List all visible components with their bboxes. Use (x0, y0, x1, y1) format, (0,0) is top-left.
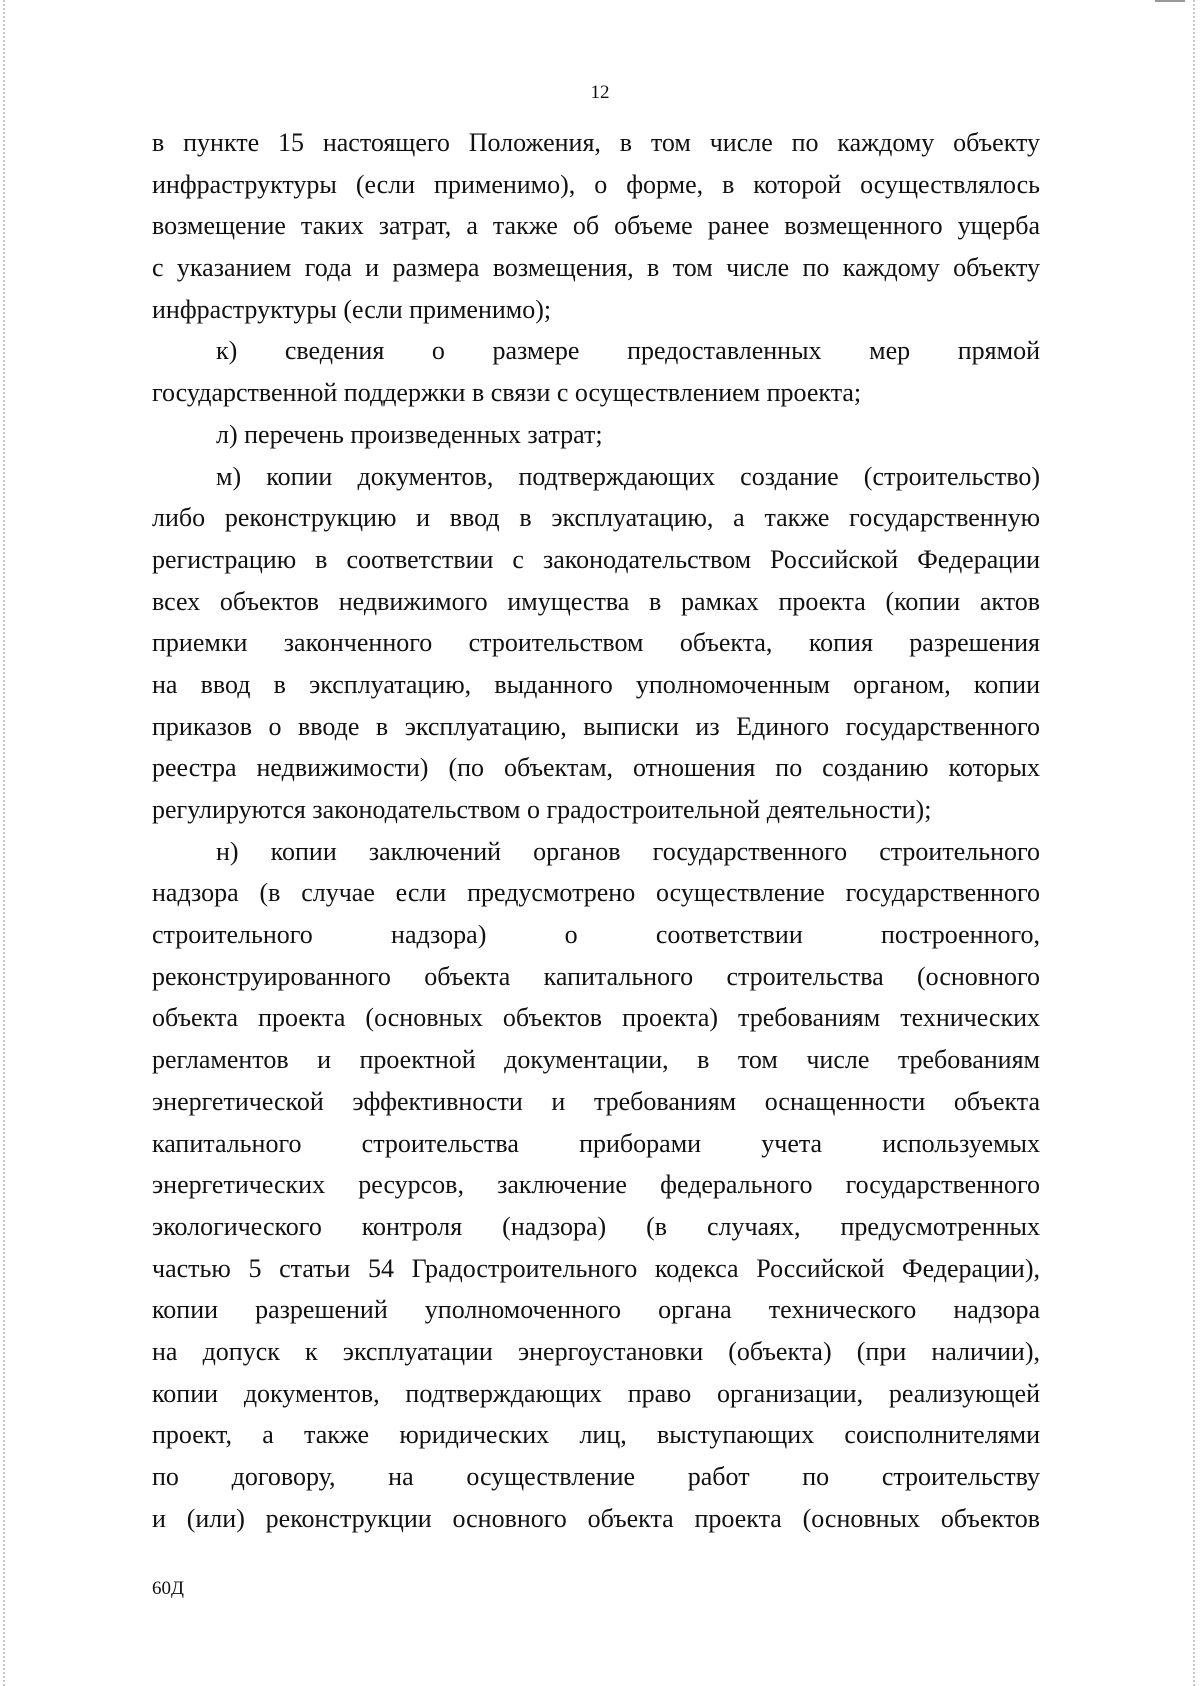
text-line: надзора (в случае если предусмотрено осуществление государственного (152, 878, 1040, 908)
text-line: на допуск к эксплуатации энергоустановки (объекта) (при наличии), (152, 1336, 1040, 1366)
text-line: л) перечень произведенных затрат; (216, 419, 603, 449)
text-line: частью 5 статьи 54 Градостроительного кодекса Российской Федерации), (152, 1253, 1040, 1283)
text-line: реестра недвижимости) (по объектам, отношения по созданию которых (152, 753, 1040, 783)
text-line: энергетической эффективности и требованиям оснащенности объекта (152, 1086, 1040, 1116)
text-line: регламентов и проектной документации, в том числе требованиям (152, 1045, 1040, 1075)
text-line: и (или) реконструкции основного объекта проекта (основных объектов (152, 1503, 1040, 1533)
text-line: к) сведения о размере предоставленных мер прямой (216, 336, 1040, 366)
text-line: регулируются законодательством о градостроительной деятельности); (152, 795, 932, 824)
text-line: всех объектов недвижимого имущества в рамках проекта (копии актов (152, 586, 1040, 616)
text-line: объекта проекта (основных объектов проекта) требованиям технических (152, 1003, 1040, 1033)
page-number: 12 (590, 82, 610, 103)
text-line: копии разрешений уполномоченного органа технического надзора (152, 1295, 1040, 1325)
document-body (152, 122, 1040, 1539)
text-line: капитального строительства приборами учета используемых (152, 1128, 1040, 1158)
text-line: государственной поддержки в связи с осуществлением проекта; (152, 378, 862, 408)
text-line: с указанием года и размера возмещения, в том числе по каждому объекту (152, 253, 1040, 283)
text-line: копии документов, подтверждающих право организации, реализующей (152, 1378, 1040, 1408)
text-line: инфраструктуры (если применимо), о форме, в которой осуществлялось (152, 169, 1040, 199)
text-line: инфраструктуры (если применимо); (152, 294, 552, 324)
text-line: строительного надзора) о соответствии построенного, (152, 920, 1040, 950)
text-line: приемки законченного строительством объекта, копия разрешения (152, 628, 1040, 658)
text-line: приказов о вводе в эксплуатацию, выписки из Единого государственного (152, 711, 1040, 741)
scan-edge-left (3, 0, 9, 1686)
text-line: реконструированного объекта капитального строительства (основного (152, 961, 1040, 991)
text-line: по договору, на осуществление работ по строительству (152, 1462, 1040, 1491)
text-line: энергетических ресурсов, заключение федерального государственного (152, 1170, 1040, 1200)
text-line: регистрацию в соответствии с законодательством Российской Федерации (152, 544, 1040, 574)
footer-code: 60Д (152, 1578, 184, 1599)
text-line: в пункте 15 настоящего Положения, в том числе по каждому объекту (152, 128, 1040, 157)
text-line: м) копии документов, подтверждающих создание (строительство) (216, 461, 1040, 491)
text-line: н) копии заключений органов государственного строительного (216, 836, 1040, 866)
text-line: проект, а также юридических лиц, выступающих соисполнителями (152, 1420, 1040, 1450)
text-line: экологического контроля (надзора) (в случаях, предусмотренных (152, 1211, 1040, 1241)
scan-mark (1155, 0, 1185, 2)
scan-edge-right (1193, 0, 1199, 1686)
text-line: либо реконструкцию и ввод в эксплуатацию, а также государственную (152, 503, 1040, 533)
text-line: возмещение таких затрат, а также об объеме ранее возмещенного ущерба (152, 211, 1040, 241)
text-line: на ввод в эксплуатацию, выданного уполномоченным органом, копии (152, 669, 1040, 699)
